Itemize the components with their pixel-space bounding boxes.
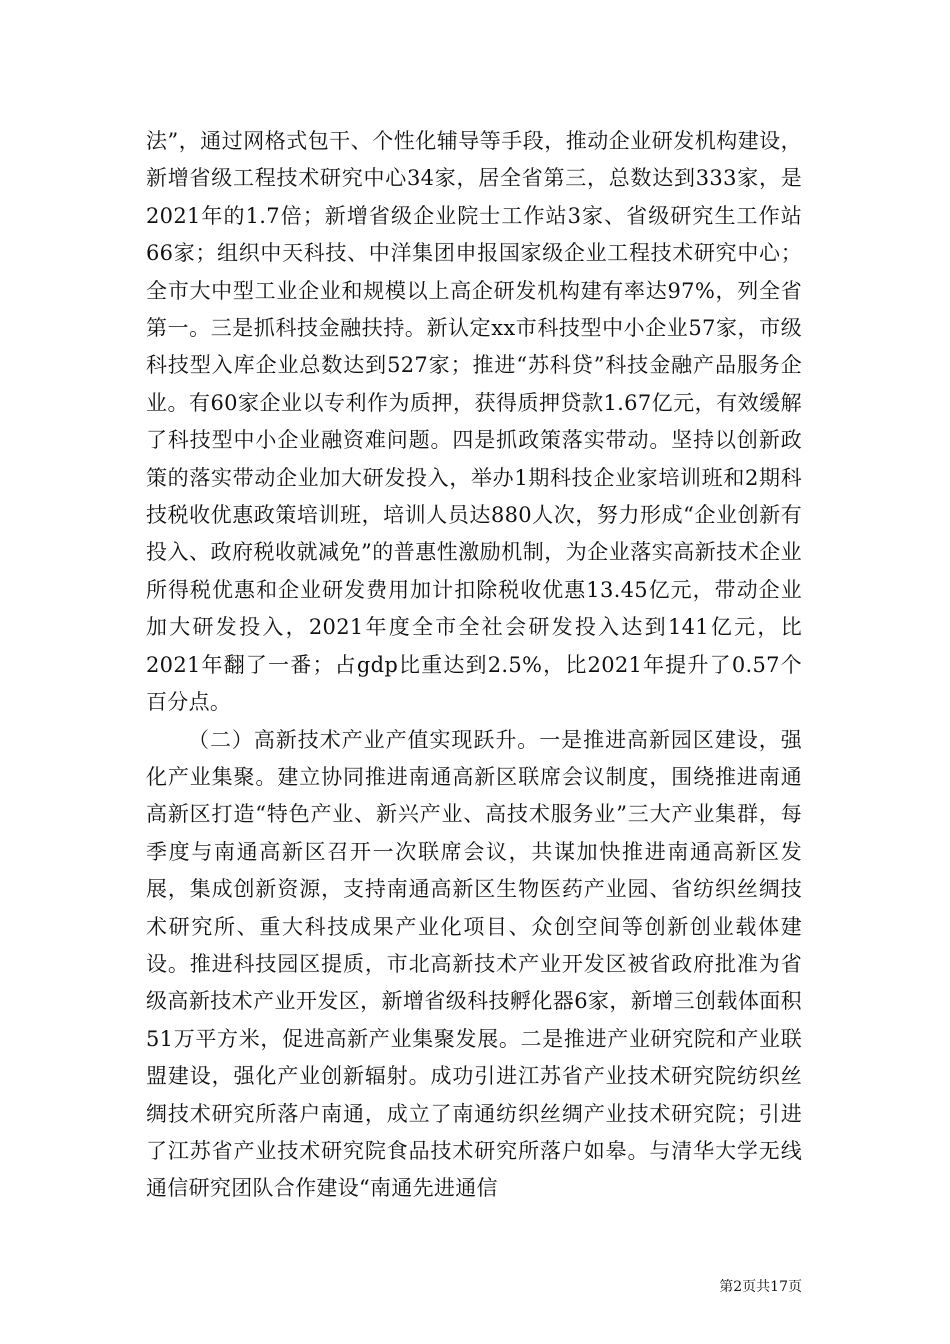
paragraph-continuation: 法”，通过网格式包干、个性化辅导等手段，推动企业研发机构建设，新增省级工程技术研究中心34家，居全省第三，总数达到333家，是2021年的1.7倍；新增省级企业院士工作站3家、省级研究生工作站66家；组织中天科技、中洋集团申报国家级企业工程技术研究中心；全市大中型工业企业和规模以上高企研发机构建有率达97%，列全省第一。三是抓科技金融扶持。新认定xx市科技型中小企业57家，市级科技型入库企业总数达到527家；推进“苏科贷”科技金融产品服务企业。有60家企业以专利作为质押，获得质押贷款1.67亿元，有效缓解了科技型中小企业融资难问题。四是抓政策落实带动。坚持以创新政策的落实带动企业加大研发投入，举办1期科技企业家培训班和2期科技税收优惠政策培训班，培训人员达880人次，努力形成“企业创新有投入、政府税收就减免”的普惠性激励机制，为企业落实高新技术企业所得税优惠和企业研发费用加计扣除税收优惠13.45亿元，带动企业加大研发投入，2021年度全市全社会研发投入达到141亿元，比2021年翻了一番；占gdp比重达到2.5%，比2021年提升了0.57个百分点。 (146, 129, 802, 715)
page-number: 第2页共17页 (719, 1279, 802, 1295)
document-body (146, 123, 802, 1208)
paragraph-high-tech-industry: （二）高新技术产业产值实现跃升。一是推进高新园区建设，强化产业集聚。建立协同推进南通高新区联席会议制度，围绕推进南通高新区打造“特色产业、新兴产业、高技术服务业”三大产业集群，每季度与南通高新区召开一次联席会议，共谋加快推进南通高新区发展，集成创新资源，支持南通高新区生物医药产业园、省纺织丝绸技术研究所、重大科技成果产业化项目、众创空间等创新创业载体建设。推进科技园区提质，市北高新技术产业开发区被省政府批准为省级高新技术产业开发区，新增省级科技孵化器6家，新增三创载体面积51万平方米，促进高新产业集聚发展。二是推进产业研究院和产业联盟建设，强化产业创新辐射。成功引进江苏省产业技术研究院纺织丝绸技术研究所落户南通，成立了南通纺织丝绸产业技术研究院；引进了江苏省产业技术研究院食品技术研究所落户如皋。与清华大学无线通信研究团队合作建设“南通先进通信 (146, 727, 802, 1201)
